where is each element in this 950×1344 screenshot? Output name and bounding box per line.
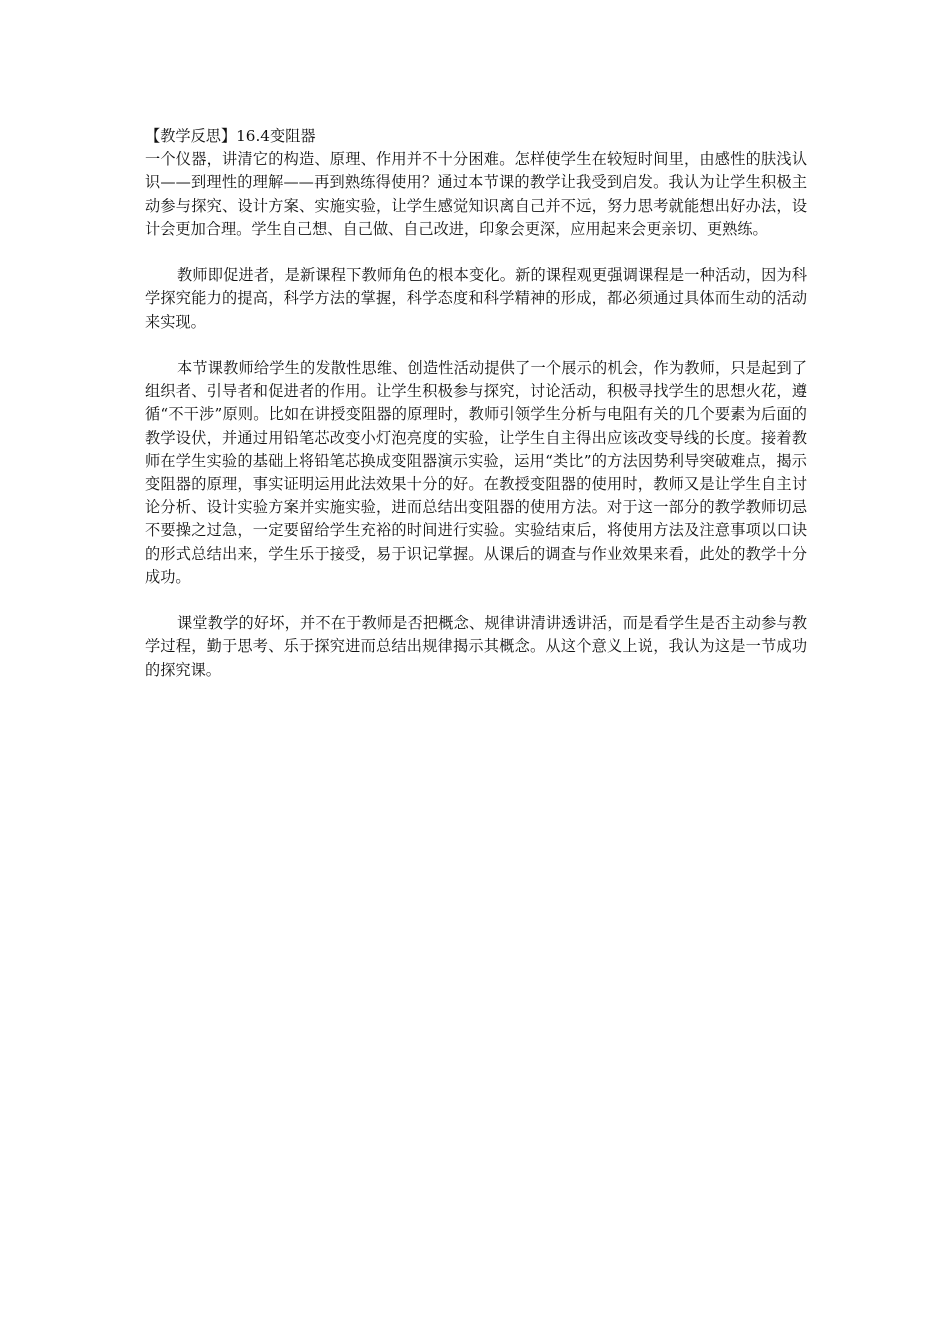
- paragraph-conclusion: 课堂教学的好坏，并不在于教师是否把概念、规律讲清讲透讲活，而是看学生是否主动参与教学过程，勤于思考、乐于探究进而总结出规律揭示其概念。从这个意义上说，我认为这是一节成功的探究课。: [145, 614, 807, 679]
- paragraph-intro: 一个仪器，讲清它的构造、原理、作用并不十分困难。怎样使学生在较短时间里，由感性的肤浅认识——到理性的理解——再到熟练得使用？通过本节课的教学让我受到启发。我认为让学生积极主动参与探究、设计方案、实施实验，让学生感觉知识离自己并不远，努力思考就能想出好办法，设计会更加合理。学生自己想、自己做、自己改进，印象会更深，应用起来会更亲切、更熟练。: [145, 150, 807, 238]
- document-heading: 【教学反思】16.4变阻器: [145, 127, 316, 145]
- paragraph-teacher-role: 教师即促进者，是新课程下教师角色的根本变化。新的课程观更强调课程是一种活动，因为科学探究能力的提高，科学方法的掌握，科学态度和科学精神的形成，都必须通过具体而生动的活动来实现。: [145, 266, 807, 331]
- document-body: [145, 125, 807, 705]
- paragraph-lesson-process: 本节课教师给学生的发散性思维、创造性活动提供了一个展示的机会，作为教师，只是起到了组织者、引导者和促进者的作用。让学生积极参与探究，讨论活动，积极寻找学生的思想火花，遵循“不干涉”原则。比如在讲授变阻器的原理时，教师引领学生分析与电阻有关的几个要素为后面的教学设伏，并通过用铅笔芯改变小灯泡亮度的实验，让学生自主得出应该改变导线的长度。接着教师在学生实验的基础上将铅笔芯换成变阻器演示实验，运用“类比”的方法因势利导突破难点，揭示变阻器的原理，事实证明运用此法效果十分的好。在教授变阻器的使用时，教师又是让学生自主讨论分析、设计实验方案并实施实验，进而总结出变阻器的使用方法。对于这一部分的教学教师切忌不要操之过急，一定要留给学生充裕的时间进行实验。实验结束后，将使用方法及注意事项以口诀的形式总结出来，学生乐于接受，易于识记掌握。从课后的调查与作业效果来看，此处的教学十分成功。: [145, 359, 807, 586]
